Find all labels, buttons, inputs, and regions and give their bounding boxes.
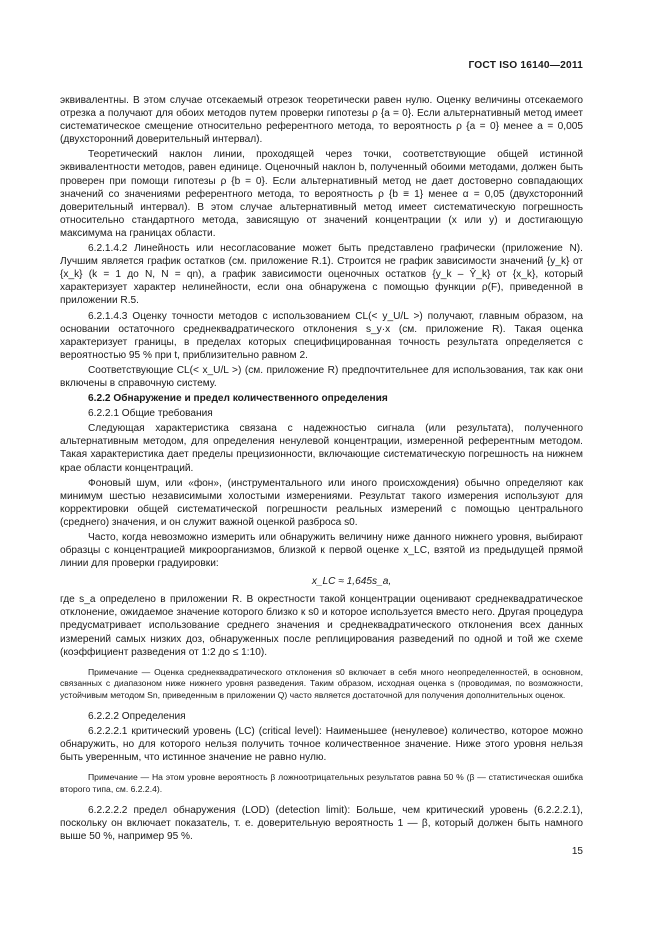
paragraph: Соответствующие CL(< x_U/L >) (см. приложение R) предпочтительнее для использования, так как они включены в справочную систему. — [60, 364, 583, 389]
paragraph: Часто, когда невозможно измерить или обнаружить величину ниже данного нижнего уровня, выбирают образцы с концентрацией микроорганизмов, близкой к первой оценке x_LC, взятой из предыдущей прямой линии для проверки градуировки: — [60, 532, 583, 570]
note: Примечание — Оценка среднеквадратического отклонения s0 включает в себя много неопределенностей, в основном, связанных с диапазоном ниже нижнего уровня разведения. Таким образом, исходная оценка s (проводимая, по возможности, устойчивым методом Sn, приведенным в приложении Q) часто является достаточной для получения дополнительных оценок. — [60, 666, 583, 700]
definition-paragraph: 6.2.2.2.1 критический уровень (LC) (critical level): Наименьшее (ненулевое) количество, которое можно обнаружить, но для которого нельзя получить точное количественное значение. Ниже этого уровня нельзя быть уверенным, что истинное значение не равно нулю. — [60, 726, 583, 764]
document-header: ГОСТ ISO 16140—2011 — [468, 60, 583, 71]
formula: x_LC ≈ 1,645s_a, — [311, 576, 392, 588]
definition-paragraph: 6.2.2.2.2 предел обнаружения (LOD) (detection limit): Больше, чем критический уровень (6.2.2.2.1), поскольку он включает показатель, т. е. доверительную вероятность 1 — β, который должен быть намного выше 50 %, например 95 %. — [60, 805, 583, 843]
page-number: 15 — [571, 846, 583, 857]
subsection-heading: 6.2.2.2 Определения — [88, 710, 186, 722]
paragraph: эквивалентны. В этом случае отсекаемый отрезок теоретически равен нулю. Оценку величины отсекаемого отрезка а получают для обоих методов путем проверки гипотезы ρ {a = 0}. Если альтернативный метод имеет систематическое смещение относительно референтного метода, то вероятность ρ {a = 0} менее a = 0,005 (двухсторонний доверительный интервал). — [60, 95, 583, 146]
paragraph: 6.2.1.4.2 Линейность или несогласование может быть представлено графически (приложение N). Лучшим является график остатков (см. приложение R.1). Строится не график зависимости значений {y_k} от {x_k} (k = 1 до N, N = qn), а график зависимости оценочных остатков {y_k – Ŷ_k} от {x_k}, который характеризует характер нелинейности, если она обнаружена с помощью функции ρ(F), приведенной в приложении R.5. — [60, 243, 583, 307]
paragraph: Следующая характеристика связана с надежностью сигнала (или результата), полученного альтернативным методом, для определения ненулевой концентрации, измеренной референтным методом. Такая характеристика дает пределы прецизионности, включающие систематическую погрешность на нижнем крае области концентраций. — [60, 423, 583, 474]
paragraph: 6.2.1.4.3 Оценку точности методов с использованием CL(< y_U/L >) получают, главным образом, на основании остаточного среднеквадратического отклонения s_y·x (см. приложение R). Такая оценка характеризует границы, в пределах которых специфицированная точность результата определяется с вероятностью 95 % при t, приблизительно равном 2. — [60, 310, 583, 361]
paragraph: Теоретический наклон линии, проходящей через точки, соответствующие общей истинной эквивалентности методов, равен единице. Оценочный наклон b, полученный обоими методами, должен быть проверен при помощи гипотезы ρ {b = 0}. Если альтернативный метод не дает достоверно совпадающих значений со значениями референтного метода, то вероятность ρ {b ≡ 1} менее α = 0,05 (двухсторонний доверительный интервал). В этом случае альтернативный метод имеет систематическую погрешность относительно стандартного метода, зависящую от значений концентрации (x или y) и достигающую максимума на границах области. — [60, 149, 583, 239]
paragraph: где s_a определено в приложении R. В окрестности такой концентрации оценивают среднеквадратическое отклонение, ожидаемое значение которого близко к s0 и которое используется вместо него. Другая процедура предусматривает использование среднего значения и среднеквадратического отклонения всех данных измерений самых низких доз, обнаруженных после реплицирования разведений по одной и той же схеме (коэффициент разведения от 1:2 до ≤ 1:10). — [60, 594, 583, 658]
subsection-heading: 6.2.2.1 Общие требования — [88, 408, 213, 420]
section-heading: 6.2.2 Обнаружение и предел количественного определения — [88, 393, 388, 405]
document-body — [60, 94, 583, 843]
note: Примечание — На этом уровне вероятность β ложноотрицательных результатов равна 50 % (β — статистическая ошибка второго типа, см. 6.2.2.4). — [60, 772, 583, 794]
paragraph: Фоновый шум, или «фон», (инструментального или иного происхождения) обычно определяют как минимум шестью независимыми холостыми измерениями. Результат такого измерения используют для корректировки общей систематической погрешности реальных измерений с помощью центрального (среднего) значения, и он служит важной оценкой разброса s0. — [60, 477, 583, 528]
